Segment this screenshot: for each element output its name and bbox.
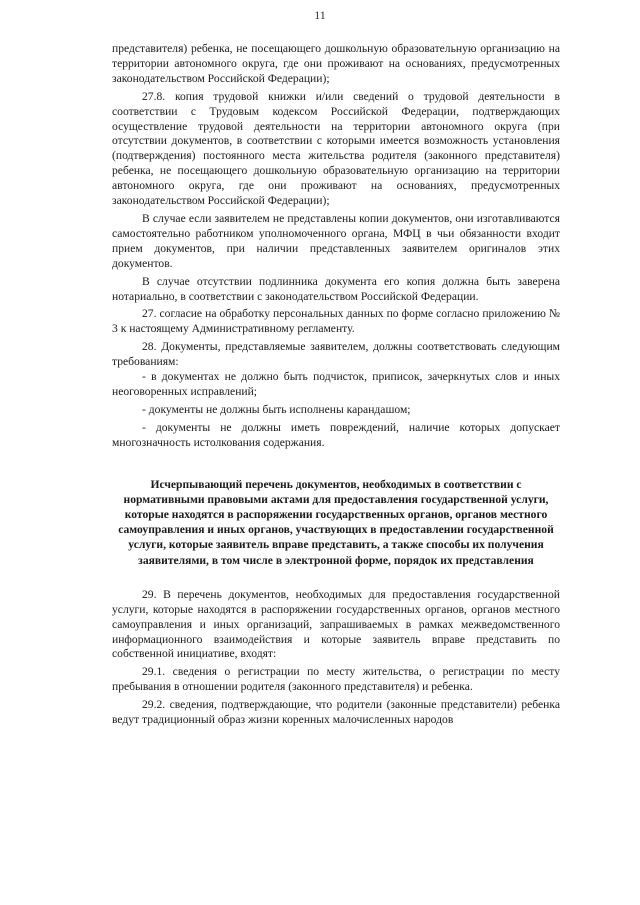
requirement-item: - документы не должны быть исполнены карандашом;	[142, 402, 411, 416]
requirement-item: - в документах не должно быть подчисток, приписок, зачеркнутых слов и иных неоговоренных исправлений;	[112, 370, 560, 398]
paragraph-29-1: 29.1. сведения о регистрации по месту жительства, о регистрации по месту пребывания в отношении родителя (законного представителя) и ребенка.	[112, 665, 560, 694]
paragraph-copies-note: В случае если заявителем не представлены копии документов, они изготавливаются самостоятельно работником уполномоченного органа, МФЦ в чьи обязанности входит прием документов, при наличии представленных заявителем оригиналов этих документов.	[112, 211, 560, 270]
paragraph-27-8: 27.8. копия трудовой книжки и/или сведений о трудовой деятельности в соответствии с Трудовым кодексом Российской Федерации, подтверждающих осуществление трудовой деятельности на территории автономного округа (при отсутствии документов, в соответствии с которыми имеется возможность установления (подтверждения) постоянного места жительства родителя (законного представителя) ребенка, не посещающего дошкольную образовательную организацию на территории автономного округа, где они проживают на основаниях, предусмотренных законодательством Российской Федерации);	[112, 89, 560, 208]
paragraph-notary-note: В случае отсутствии подлинника документа его копия должна быть заверена нотариально, в соответствии с законодательством Российской Федерации.	[112, 274, 560, 303]
requirement-item: - документы не должны иметь повреждений, наличие которых допускает многозначность истолкования содержания.	[112, 420, 560, 449]
paragraph-28: 28. Документы, представляемые заявителем, должны соответствовать следующим требованиям:	[112, 340, 560, 369]
paragraph-29: 29. В перечень документов, необходимых для предоставления государственной услуги, которые находятся в распоряжении государственных органов, органов местного самоуправления и иных организаций, запрашиваемых в рамках межведомственного информационного взаимодействия и которые заявитель вправе представить по собственной инициативе, входят:	[112, 587, 560, 661]
document-body	[112, 42, 560, 728]
page-number: 11	[314, 8, 326, 22]
paragraph-29-2: 29.2. сведения, подтверждающие, что родители (законные представители) ребенка ведут традиционный образ жизни коренных малочисленных народов	[112, 698, 560, 727]
paragraph-27: 27. согласие на обработку персональных данных по форме согласно приложению № 3 к настоящему Административному регламенту.	[112, 307, 560, 336]
section-heading: Исчерпывающий перечень документов, необходимых в соответствии с нормативными правовыми актами для предоставления государственной услуги, которые находятся в распоряжении государственных органов, органов местного самоуправления и иных органов, участвующих в предоставлении государственной услуги, которые заявитель вправе представить, а также способы их получения заявителями, в том числе в электронной форме, порядок их представления	[118, 477, 554, 567]
paragraph-continuation: представителя) ребенка, не посещающего дошкольную образовательную организацию на территории автономного округа, где они проживают на основаниях, предусмотренных законодательством Российской Федерации);	[112, 42, 560, 85]
